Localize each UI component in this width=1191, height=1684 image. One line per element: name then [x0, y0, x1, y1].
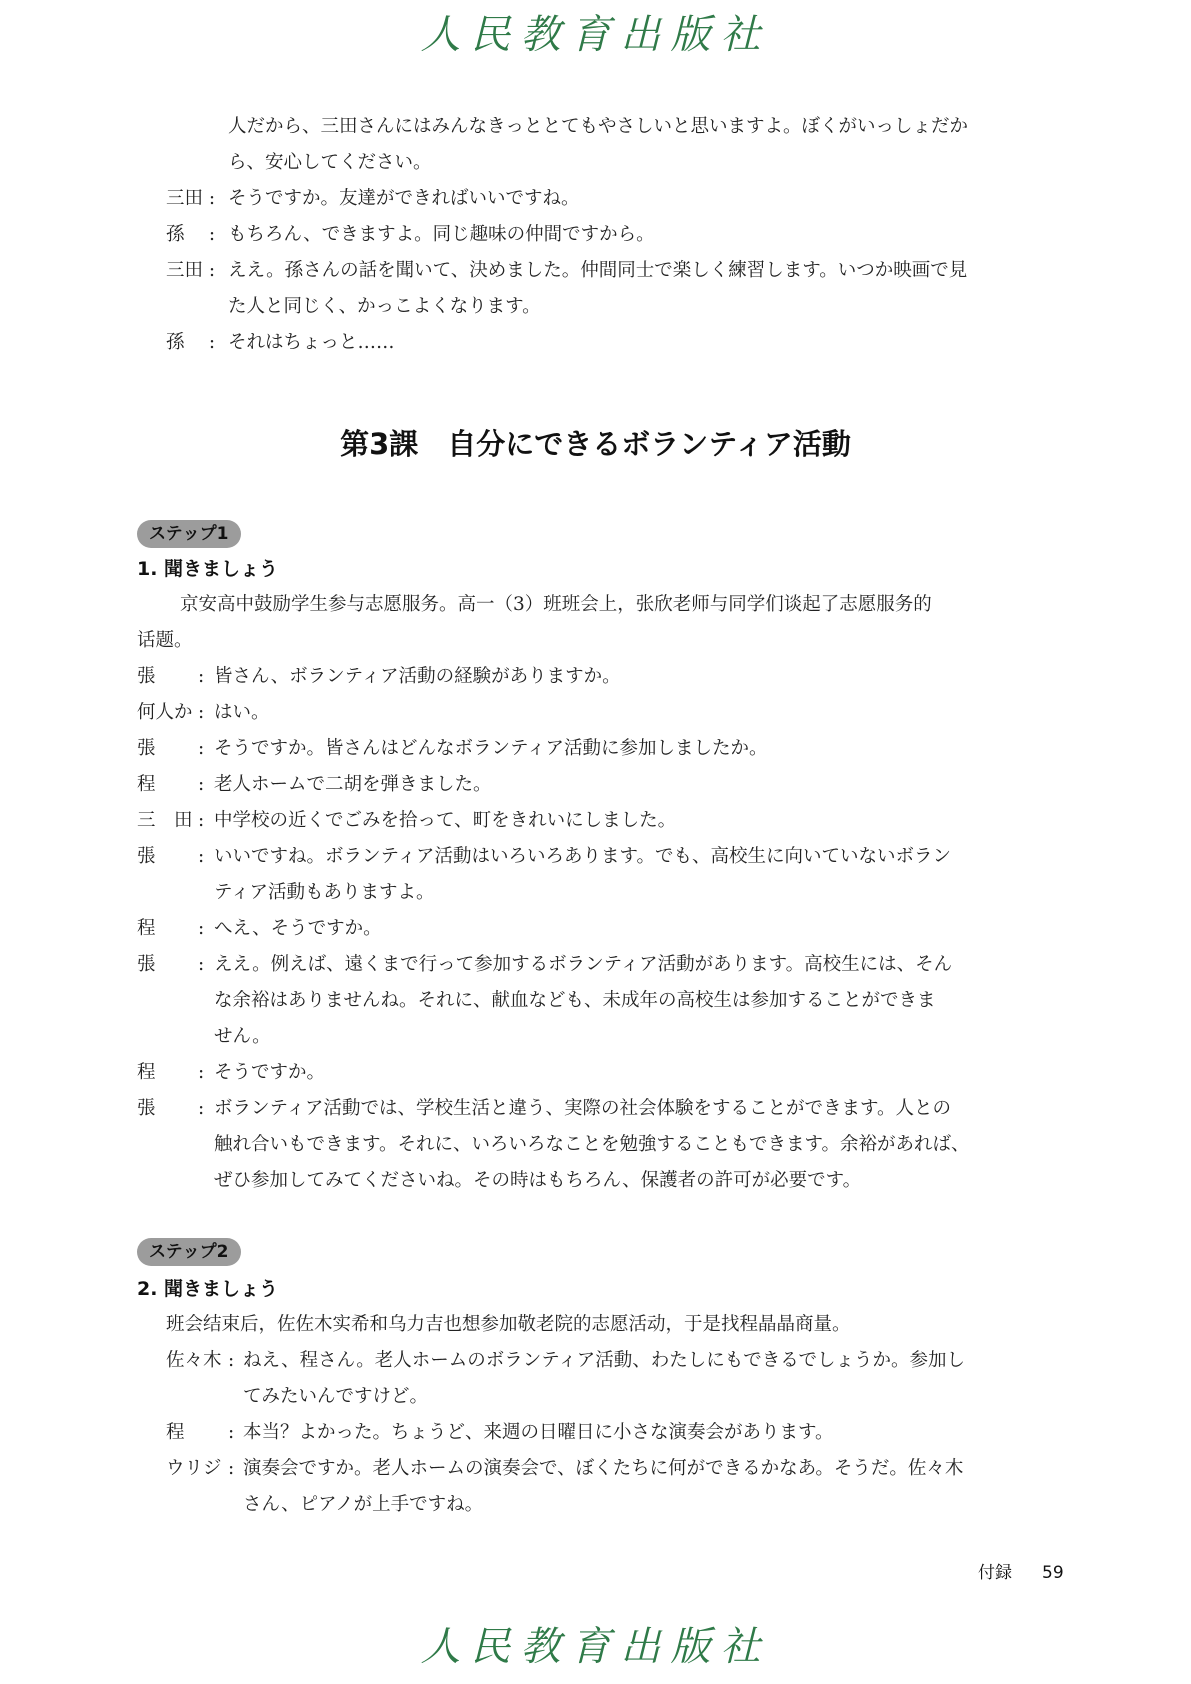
speaker-label: 孫 :	[166, 224, 216, 245]
speaker-label: 張	[137, 954, 156, 975]
dialogue-line: もちろん、できますよ。同じ趣味の仲間ですから。	[228, 224, 655, 245]
colon: :	[198, 846, 205, 867]
dialogue-line: 老人ホームで二胡を弾きました。	[214, 774, 492, 795]
dialogue-line: な余裕はありませんね。それに、献血なども、未成年の高校生は参加することができま	[214, 990, 936, 1011]
page-number: 59	[1042, 1563, 1064, 1583]
colon: :	[228, 1350, 235, 1371]
section-heading: 2. 聞きましょう	[137, 1278, 279, 1300]
dialogue-line: 本当？よかった。ちょうど、来週の日曜日に小さな演奏会があります。	[243, 1422, 834, 1443]
dialogue-line: ぜひ参加してみてくださいね。その時はもちろん、保護者の許可が必要です。	[214, 1170, 862, 1191]
speaker-label: 三 田	[137, 810, 193, 831]
speaker-label: 程	[137, 1062, 156, 1083]
speaker-label: 張	[137, 846, 156, 867]
speaker-label: 張	[137, 666, 156, 687]
intro-text: 京安高中鼓励学生参与志愿服务。高一（3）班班会上，张欣老师与同学们谈起了志愿服务的	[180, 594, 932, 615]
speaker-label: 佐々木	[166, 1350, 222, 1371]
section-heading: 1. 聞きましょう	[137, 558, 279, 580]
colon: :	[198, 666, 205, 687]
dialogue-line: 演奏会ですか。老人ホームの演奏会で、ぼくたちに何ができるかなあ。そうだ。佐々木	[243, 1458, 964, 1479]
lesson-title: 第3課 自分にできるボランティア活動	[340, 427, 851, 461]
speaker-label: 三田 :	[166, 260, 216, 281]
dialogue-line: へえ、そうですか。	[214, 918, 382, 939]
colon: :	[198, 1062, 205, 1083]
footer-label: 付録	[978, 1563, 1012, 1583]
colon: :	[198, 954, 205, 975]
colon: :	[228, 1422, 235, 1443]
dialogue-line: 触れ合いもできます。それに、いろいろなことを勉強することもできます。余裕があれば、	[214, 1134, 970, 1155]
colon: :	[198, 810, 205, 831]
colon: :	[198, 918, 205, 939]
dialogue-line: ええ。孫さんの話を聞いて、決めました。仲間同士で楽しく練習します。いつか映画で見	[228, 260, 968, 281]
step-badge: ステップ2	[137, 1238, 241, 1266]
intro-text: 班会结束后，佐佐木实希和乌力吉也想参加敬老院的志愿活动，于是找程晶晶商量。	[166, 1314, 851, 1335]
speaker-label: ウリジ	[166, 1458, 222, 1479]
dialogue-line: ねえ、程さん。老人ホームのボランティア活動、わたしにもできるでしょうか。参加し	[243, 1350, 966, 1371]
colon: :	[228, 1458, 235, 1479]
dialogue-line: ボランティア活動では、学校生活と違う、実際の社会体験をすることができます。人との	[214, 1098, 952, 1119]
dialogue-line: さん、ピアノが上手ですね。	[243, 1494, 484, 1515]
speaker-label: 張	[137, 1098, 156, 1119]
publisher-logo-top: 人民教育出版社	[420, 12, 771, 58]
colon: :	[198, 738, 205, 759]
colon: :	[198, 702, 205, 723]
speaker-label: 三田 :	[166, 188, 216, 209]
speaker-label: 何人か	[137, 702, 193, 723]
publisher-logo-bottom: 人民教育出版社	[420, 1624, 771, 1670]
dialogue-line: 皆さん、ボランティア活動の経験がありますか。	[214, 666, 621, 687]
intro-text: 话题。	[137, 630, 193, 651]
dialogue-line: いいですね。ボランティア活動はいろいろあります。でも、高校生に向いていないボラン	[214, 846, 952, 867]
dialogue-line: そうですか。	[214, 1062, 326, 1083]
dialogue-line: そうですか。皆さんはどんなボランティア活動に参加しましたか。	[214, 738, 768, 759]
dialogue-line: てみたいんですけど。	[243, 1386, 429, 1407]
speaker-label: 張	[137, 738, 156, 759]
dialogue-line: はい。	[214, 702, 270, 723]
dialogue-line: ティア活動もありますよ。	[214, 882, 435, 903]
dialogue-line: た人と同じく、かっこよくなります。	[228, 296, 541, 317]
step-badge: ステップ1	[137, 520, 241, 548]
dialogue-line: それはちょっと……	[228, 332, 395, 353]
speaker-label: 程	[137, 774, 156, 795]
dialogue-line: ええ。例えば、遠くまで行って参加するボランティア活動があります。高校生には、そん	[214, 954, 953, 975]
speaker-label: 程	[137, 918, 156, 939]
dialogue-line: 人だから、三田さんにはみんなきっととてもやさしいと思いますよ。ぼくがいっしょだか	[228, 116, 969, 137]
dialogue-line: そうですか。友達ができればいいですね。	[228, 188, 580, 209]
dialogue-line: ら、安心してください。	[228, 152, 432, 173]
dialogue-line: 中学校の近くでごみを拾って、町をきれいにしました。	[214, 810, 677, 831]
speaker-label: 孫 :	[166, 332, 216, 353]
dialogue-line: せん。	[214, 1026, 271, 1047]
colon: :	[198, 774, 205, 795]
speaker-label: 程	[166, 1422, 185, 1443]
colon: :	[198, 1098, 205, 1119]
